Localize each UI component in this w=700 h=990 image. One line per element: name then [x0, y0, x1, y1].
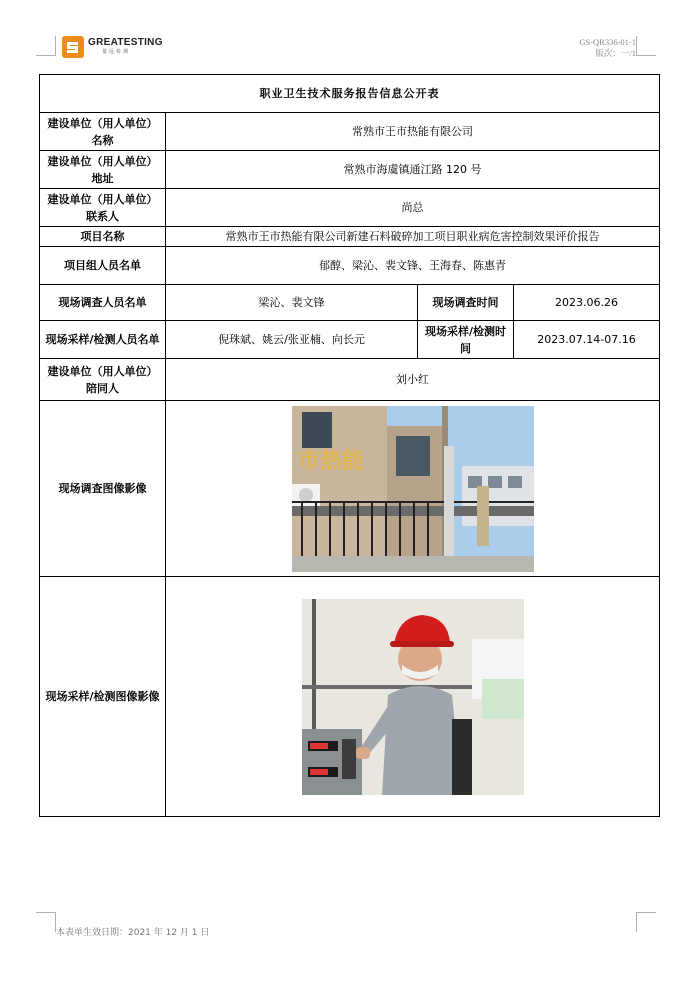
unit-name-value: 常熟市王市热能有限公司 — [166, 113, 660, 151]
unit-contact-label: 建设单位（用人单位）联系人 — [40, 189, 166, 227]
survey-image-cell — [166, 401, 660, 577]
unit-contact-value: 尚总 — [166, 189, 660, 227]
sampling-time-value: 2023.07.14-07.16 — [514, 321, 660, 359]
sampling-image-label: 现场采样/检测图像影像 — [40, 577, 166, 817]
info-table — [39, 74, 660, 817]
team-label: 项目组人员名单 — [40, 247, 166, 285]
escort-label: 建设单位（用人单位）陪同人 — [40, 359, 166, 401]
sampling-site-photo — [302, 599, 524, 795]
sampling-image-cell — [166, 577, 660, 817]
document-code: GS-QR336-01-1 — [579, 37, 636, 47]
company-logo — [62, 36, 182, 58]
team-value: 郁醇、梁沁、裴文锋、王海春、陈惠青 — [166, 247, 660, 285]
escort-value: 刘小红 — [166, 359, 660, 401]
survey-time-value: 2023.06.26 — [514, 285, 660, 321]
project-name-value: 常熟市王市热能有限公司新建石料破碎加工项目职业病危害控制效果评价报告 — [166, 227, 660, 247]
page-info: 版次：一/1 — [595, 48, 636, 58]
survey-image-label: 现场调查图像影像 — [40, 401, 166, 577]
crop-mark-bottom-right — [636, 912, 656, 932]
survey-staff-label: 现场调查人员名单 — [40, 285, 166, 321]
crop-mark-top-right — [636, 36, 656, 56]
effective-date: 本表单生效日期：2021 年 12 月 1 日 — [56, 928, 210, 938]
survey-time-label: 现场调查时间 — [418, 285, 514, 321]
greatesting-logo-icon — [62, 36, 84, 58]
unit-address-label: 建设单位（用人单位）地址 — [40, 151, 166, 189]
table-title: 职业卫生技术服务报告信息公开表 — [40, 75, 660, 113]
brand-name: GREATESTING — [88, 37, 163, 48]
sampling-staff-label: 现场采样/检测人员名单 — [40, 321, 166, 359]
crop-mark-bottom-left — [36, 912, 56, 932]
document-code-block — [579, 37, 636, 59]
brand-subtitle: 量远检测 — [102, 49, 131, 55]
sampling-staff-value: 倪珠斌、姚云/张亚楠、向长元 — [166, 321, 418, 359]
sampling-time-label: 现场采样/检测时间 — [418, 321, 514, 359]
unit-name-label: 建设单位（用人单位）名称 — [40, 113, 166, 151]
unit-address-value: 常熟市海虞镇通江路 120 号 — [166, 151, 660, 189]
crop-mark-top-left — [36, 36, 56, 56]
project-name-label: 项目名称 — [40, 227, 166, 247]
survey-site-photo — [292, 406, 534, 572]
survey-staff-value: 梁沁、裴文锋 — [166, 285, 418, 321]
building-sign: 市热能 — [297, 447, 364, 474]
